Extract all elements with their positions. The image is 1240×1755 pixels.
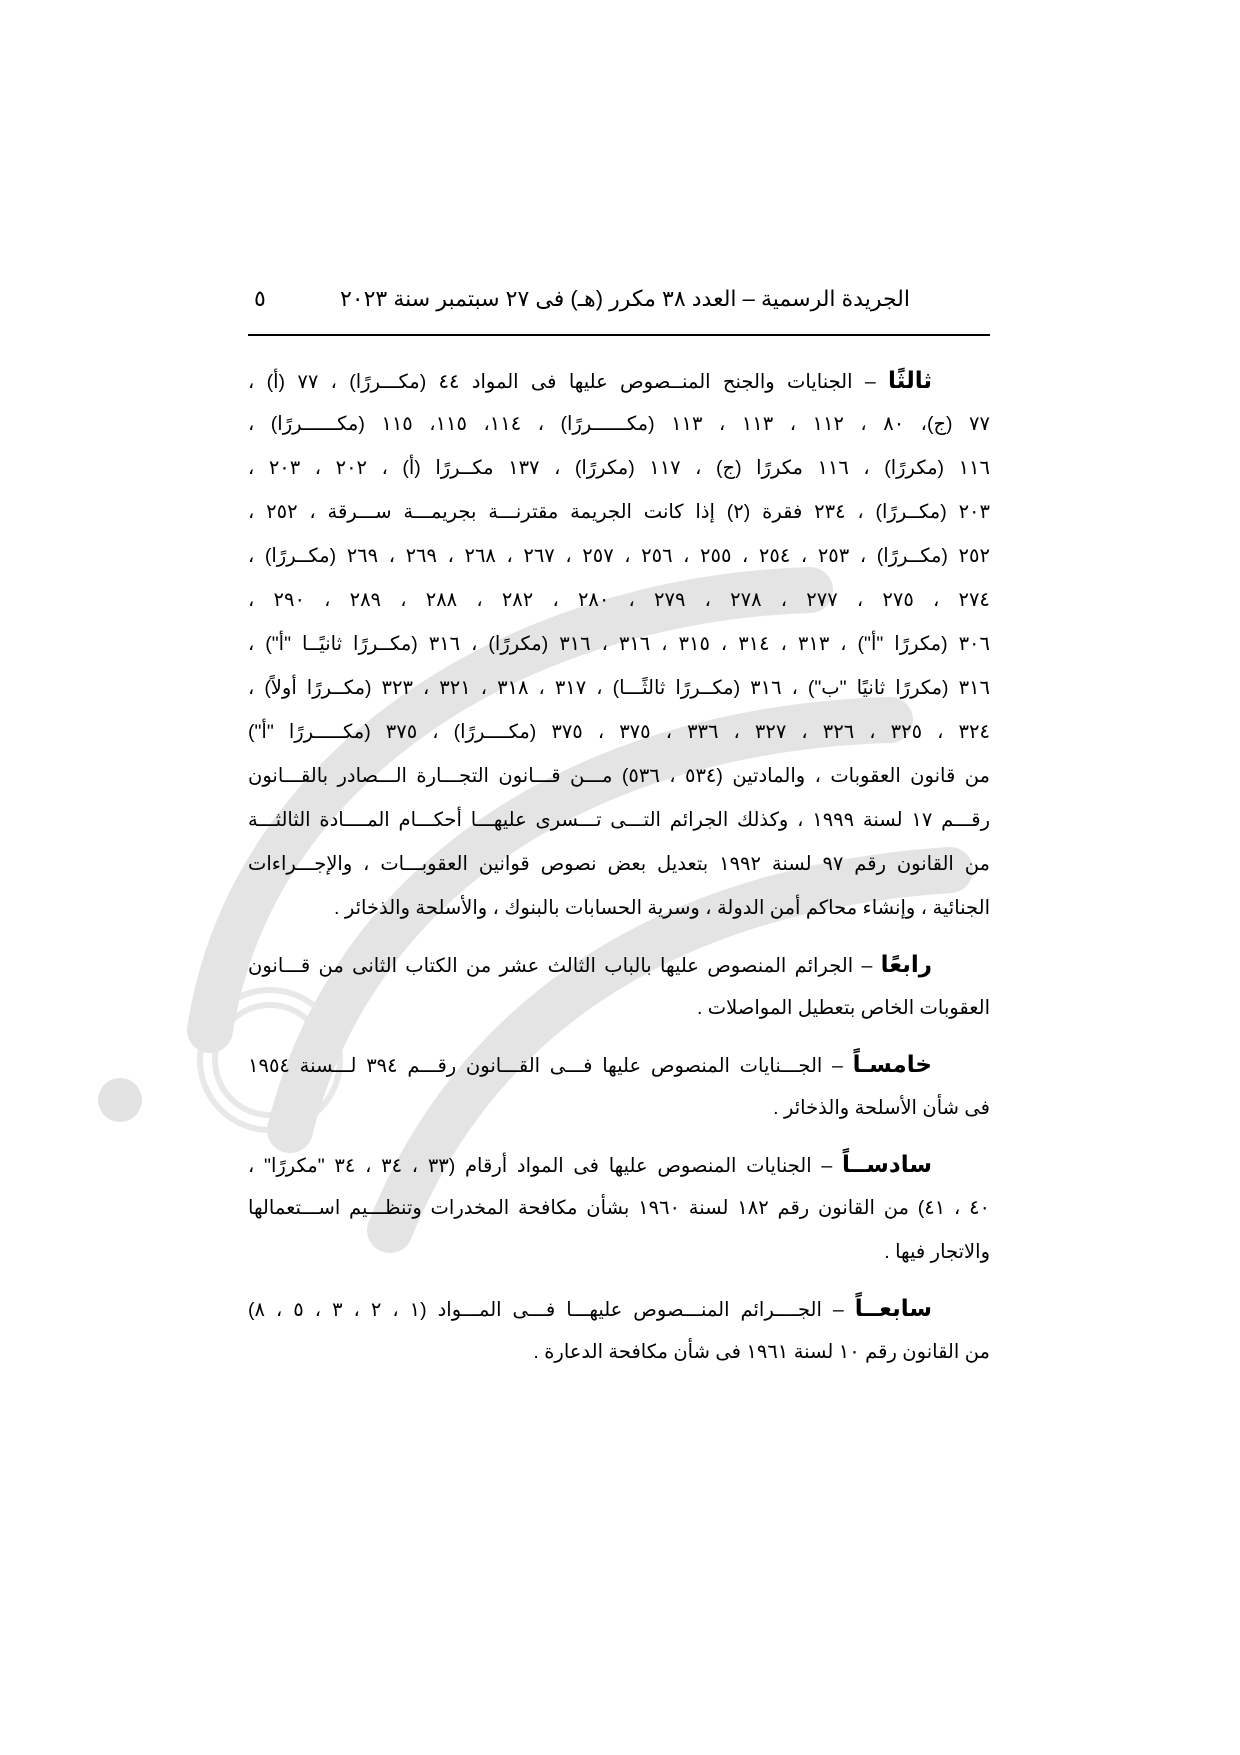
header-divider <box>248 334 990 336</box>
paragraph-sixth <box>248 1142 990 1274</box>
paragraph-lead: سابعــاً <box>854 1295 932 1321</box>
text-line: رابعًا – الجرائم المنصوص عليها بالباب الثالث عشر من الكتاب الثانى من قـــانون <box>248 951 932 977</box>
header-title: الجريدة الرسمية – العدد ٣٨ مكرر (هـ) فى ٢٧ سبتمبر سنة ٢٠٢٣ <box>339 286 910 311</box>
paragraph-lead: سادســاً <box>841 1151 932 1177</box>
text-line: سابعــاً – الجــــرائم المنـــصوص عليهـــا فـــى المـــواد (١ ، ٢ ، ٣ ، ٥ ، ٨) <box>248 1295 932 1321</box>
text-line: رقـــم ١٧ لسنة ١٩٩٩ ، وكذلك الجرائم التـــى تـــسرى عليهـــا أحكـــام المــــادة الثالثـــة <box>248 809 991 831</box>
text-line: والاتجار فيها . <box>884 1241 990 1263</box>
page-number: ٥ <box>254 286 266 311</box>
text-line: ٤٠ ، ٤١) من القانون رقم ١٨٢ لسنة ١٩٦٠ بشأن مكافحة المخدرات وتنظـــيم اســـتعمالها <box>248 1197 991 1219</box>
paragraph-seventh <box>248 1286 990 1374</box>
document-body <box>248 358 990 1374</box>
text-line: ٣٠٦ (مكررًا "أ") ، ٣١٣ ، ٣١٤ ، ٣١٥ ، ٣١٦ ، ٣١٦ (مكررًا) ، ٣١٦ (مكــررًا ثانيًــا "أ") ، <box>248 633 990 655</box>
text-line: من القانون رقم ١٠ لسنة ١٩٦١ فى شأن مكافحة الدعارة . <box>533 1341 990 1363</box>
text-line: ٢٥٢ (مكــررًا) ، ٢٥٣ ، ٢٥٤ ، ٢٥٥ ، ٢٥٦ ، ٢٥٧ ، ٢٦٧ ، ٢٦٨ ، ٢٦٩ ، ٢٦٩ (مكــررًا) ، <box>248 545 990 567</box>
text-line: ثالثًا – الجنايات والجنح المنــصوص عليها فى المواد ٤٤ (مكـــررًا) ، ٧٧ (أ) ، <box>248 367 932 393</box>
paragraph-fourth <box>248 942 990 1030</box>
text-line: من القانون رقم ٩٧ لسنة ١٩٩٢ بتعديل بعض نصوص قوانين العقوبـــات ، والإجـــراءات <box>248 853 991 875</box>
text-line: سادســاً – الجنايات المنصوص عليها فى المواد أرقام (٣٣ ، ٣٤ ، ٣٤ "مكررًا" ، <box>248 1151 932 1177</box>
paragraph-fifth <box>248 1042 990 1130</box>
text-line: العقوبات الخاص بتعطيل المواصلات . <box>696 997 990 1019</box>
text-line: ٣١٦ (مكررًا ثانيًا "ب") ، ٣١٦ (مكــررًا ثالثًـــا) ، ٣١٧ ، ٣١٨ ، ٣٢١ ، ٣٢٣ (مكــررًا أولاً) ، <box>248 677 990 699</box>
paragraph-lead: ثالثًا <box>888 367 932 393</box>
text-line: ٣٢٤ ، ٣٢٥ ، ٣٢٦ ، ٣٢٧ ، ٣٣٦ ، ٣٧٥ ، ٣٧٥ (مكــــررًا) ، ٣٧٥ (مكـــــررًا "أ") <box>248 721 990 743</box>
paragraph-lead: رابعًا <box>880 951 932 977</box>
text-line: ٢٧٤ ، ٢٧٥ ، ٢٧٧ ، ٢٧٨ ، ٢٧٩ ، ٢٨٠ ، ٢٨٢ ، ٢٨٨ ، ٢٨٩ ، ٢٩٠ ، <box>248 589 990 611</box>
paragraph-lead: خامسـاً <box>852 1051 932 1077</box>
text-line: فى شأن الأسلحة والذخائر . <box>773 1097 990 1119</box>
text-line: الجنائية ، وإنشاء محاكم أمن الدولة ، وسرية الحسابات بالبنوك ، والأسلحة والذخائر . <box>333 897 990 919</box>
text-line: خامسـاً – الجـــنايات المنصوص عليها فـــى القـــانون رقـــم ٣٩٤ لـــسنة ١٩٥٤ <box>248 1051 932 1077</box>
text-line: ٢٠٣ (مكــررًا) ، ٢٣٤ فقرة (٢) إذا كانت الجريمة مقترنـــة بجريمـــة ســـرقة ، ٢٥٢ ، <box>248 501 990 523</box>
text-line: ٧٧ (ج)، ٨٠ ، ١١٢ ، ١١٣ ، ١١٣ (مكــــــررًا) ، ١١٤، ١١٥، ١١٥ (مكــــــررًا) ، <box>248 413 990 435</box>
paragraph-third <box>248 358 990 930</box>
page-header <box>248 282 990 322</box>
text-line: من قانون العقوبات ، والمادتين (٥٣٤ ، ٥٣٦) مـــن قـــانون التجـــارة الـــصادر بالقـــانون <box>248 765 990 787</box>
text-line: ١١٦ (مكررًا) ، ١١٦ مكررًا (ج) ، ١١٧ (مكررًا) ، ١٣٧ مكــررًا (أ) ، ٢٠٢ ، ٢٠٣ ، <box>248 457 990 479</box>
